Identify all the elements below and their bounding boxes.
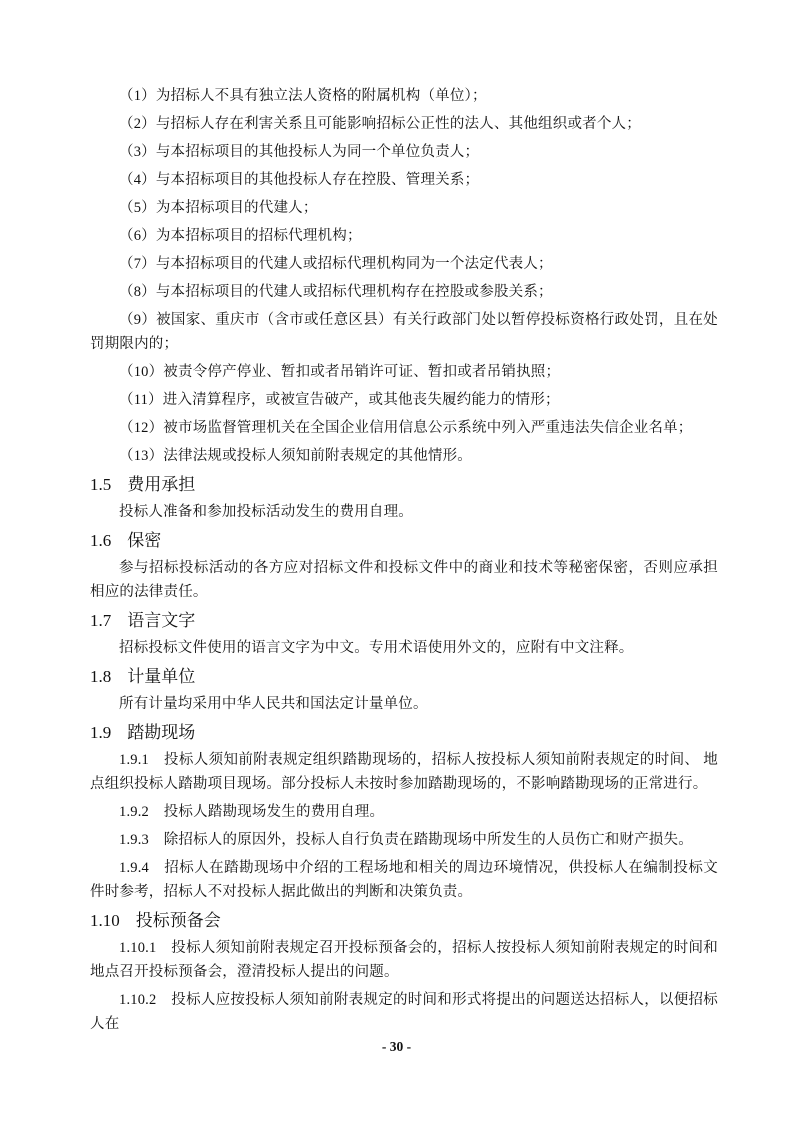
section-number: 1.6 — [90, 531, 112, 550]
document-content — [90, 84, 718, 1040]
section-heading-1-7 — [90, 608, 718, 633]
list-item: （5）为本招标项目的代建人； — [119, 200, 318, 216]
paragraph: 参与招标投标活动的各方应对招标文件和投标文件中的商业和技术等秘密保密，否则应承担相应的法律责任。 — [90, 560, 718, 600]
paragraph: 所有计量均采用中华人民共和国法定计量单位。 — [119, 696, 428, 712]
paragraph: 1.9.3 除招标人的原因外，投标人自行负责在踏勘现场中所发生的人员伤亡和财产损失。 — [119, 832, 693, 848]
section-title: 语言文字 — [127, 611, 196, 630]
paragraph: 招标投标文件使用的语言文字为中文。专用术语使用外文的，应附有中文注释。 — [119, 640, 634, 656]
section-number: 1.5 — [90, 475, 112, 494]
section-heading-1-5 — [90, 472, 718, 497]
list-item: （6）为本招标项目的招标代理机构； — [119, 228, 362, 244]
section-heading-1-10 — [90, 908, 718, 933]
list-item: （4）与本招标项目的其他投标人存在控股、管理关系； — [119, 172, 480, 188]
page-number: - 30 - — [381, 1039, 412, 1054]
section-title: 保密 — [127, 531, 162, 550]
section-number: 1.7 — [90, 611, 112, 630]
section-number: 1.9 — [90, 723, 112, 742]
list-item: （9）被国家、重庆市（含市或任意区县）有关行政部门处以暂停投标资格行政处罚，且在处罚期限内的； — [90, 312, 718, 352]
list-item: （12）被市场监督管理机关在全国企业信用信息公示系统中列入严重违法失信企业名单； — [119, 420, 693, 436]
paragraph: 1.9.1 投标人须知前附表规定组织踏勘现场的，招标人按投标人须知前附表规定的时间、 地点组织投标人踏勘项目现场。部分投标人未按时参加踏勘现场的，不影响踏勘现场的正常进行。 — [90, 752, 718, 792]
list-item: （1）为招标人不具有独立法人资格的附属机构（单位）； — [119, 88, 487, 104]
paragraph: 1.10.1 投标人须知前附表规定召开投标预备会的，招标人按投标人须知前附表规定的时间和地点召开投标预备会，澄清投标人提出的问题。 — [90, 940, 718, 980]
section-title: 计量单位 — [127, 667, 196, 686]
section-heading-1-9 — [90, 720, 718, 745]
list-item: （8）与本招标项目的代建人或招标代理机构存在控股或参股关系； — [119, 284, 553, 300]
section-heading-1-8 — [90, 664, 718, 689]
section-number: 1.8 — [90, 667, 112, 686]
section-title: 踏勘现场 — [127, 723, 196, 742]
list-item: （3）与本招标项目的其他投标人为同一个单位负责人； — [119, 144, 480, 160]
list-item: （11）进入清算程序，或被宣告破产，或其他丧失履约能力的情形； — [119, 392, 560, 408]
list-item: （2）与招标人存在利害关系且可能影响招标公正性的法人、其他组织或者个人； — [119, 116, 641, 132]
section-number: 1.10 — [90, 911, 120, 930]
paragraph: 投标人准备和参加投标活动发生的费用自理。 — [119, 504, 413, 520]
section-title: 费用承担 — [127, 475, 196, 494]
section-title: 投标预备会 — [135, 911, 221, 930]
list-item: （7）与本招标项目的代建人或招标代理机构同为一个法定代表人； — [119, 256, 553, 272]
paragraph: 1.10.2 投标人应按投标人须知前附表规定的时间和形式将提出的问题送达招标人，以便招标人在 — [90, 992, 718, 1032]
section-heading-1-6 — [90, 528, 718, 553]
paragraph: 1.9.4 招标人在踏勘现场中介绍的工程场地和相关的周边环境情况，供投标人在编制投标文件时参考，招标人不对投标人据此做出的判断和决策负责。 — [90, 860, 718, 900]
list-item: （13）法律法规或投标人须知前附表规定的其他情形。 — [119, 448, 472, 464]
paragraph: 1.9.2 投标人踏勘现场发生的费用自理。 — [119, 804, 385, 820]
list-item: （10）被责令停产停业、暂扣或者吊销许可证、暂扣或者吊销执照； — [119, 364, 561, 380]
